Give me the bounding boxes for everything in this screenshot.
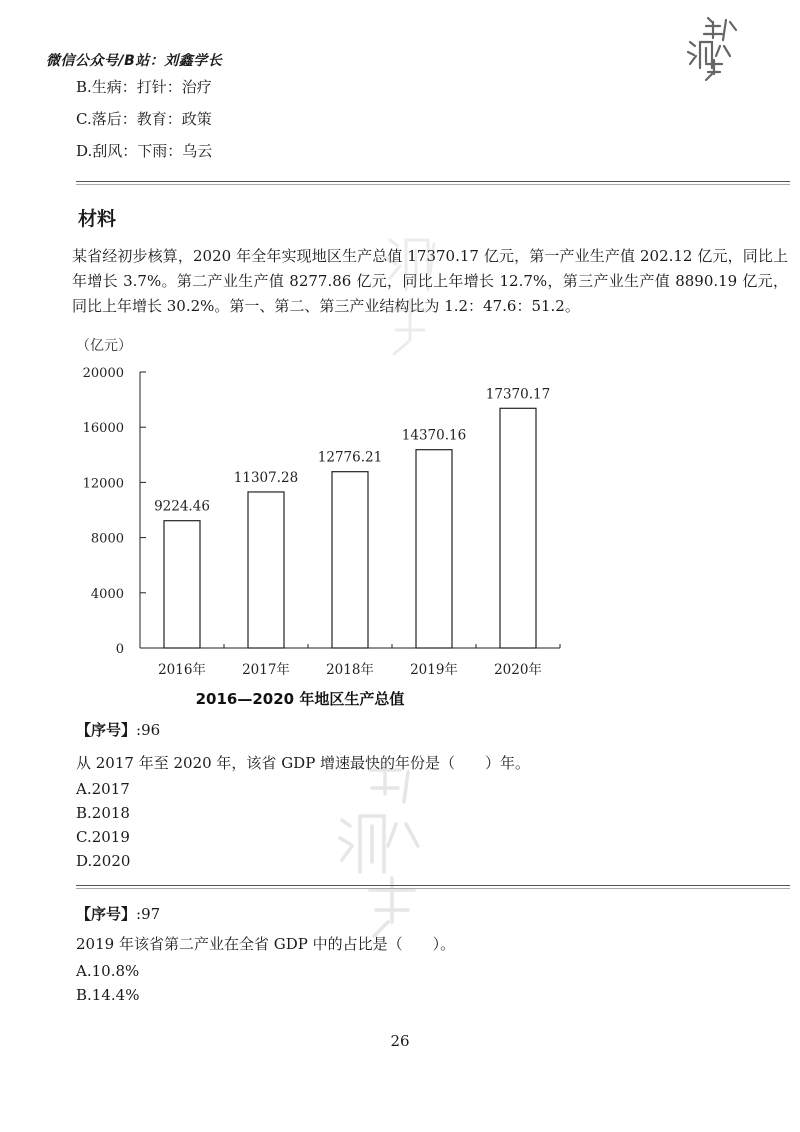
- bar-2017年: [248, 492, 284, 648]
- y-tick-label: 4000: [90, 586, 124, 602]
- x-tick-label: 2016年: [158, 662, 206, 678]
- y-axis: [83, 366, 146, 657]
- chart-title: 2016—2020 年地区生产总值: [195, 690, 405, 708]
- y-unit-label: （亿元）: [76, 338, 132, 354]
- bar-value-label: 9224.46: [154, 498, 210, 515]
- q97-text: 2019 年该省第二产业在全省 GDP 中的占比是（ ）。: [76, 935, 456, 953]
- q97-number: :97: [136, 905, 161, 923]
- prev-option-b: B.生病：打针：治疗: [76, 78, 212, 96]
- y-tick-label: 20000: [82, 366, 124, 381]
- y-tick-label: 8000: [90, 531, 124, 547]
- source-header: 微信公众号/B站：刘鑫学长: [46, 53, 223, 69]
- bar-2019年: [416, 450, 452, 648]
- watermark: [330, 760, 440, 940]
- page-number: 26: [390, 1032, 410, 1050]
- bar-2018年: [332, 472, 368, 648]
- y-tick-label: 16000: [82, 421, 124, 437]
- q97-header: [76, 903, 160, 924]
- prev-option-d: D.刮风：下雨：乌云: [76, 142, 213, 160]
- q97-option-a[interactable]: A.10.8%: [76, 962, 140, 980]
- x-tick-label: 2018年: [326, 662, 374, 678]
- divider: [76, 181, 790, 185]
- q97-label: 【序号】: [76, 905, 137, 923]
- bars: [154, 386, 550, 648]
- bar-value-label: 12776.21: [317, 449, 383, 466]
- material-paragraph: 某省经初步核算，2020 年全年实现地区生产总值 17370.17 亿元，第一产业生产值 202.12 亿元，同比上年增长 3.7%。第二产业生产值 8277.86 亿元，同比上年增长 12.7%，第三产业生产值 8890.19 亿元，同比上年增长 30.2%。第一、第二、第三产业结构比为 1.2：47.6：51.2。: [72, 247, 788, 315]
- bar-value-label: 14370.16: [401, 427, 467, 444]
- bar-value-label: 11307.28: [233, 469, 299, 486]
- q96-label: 【序号】: [76, 721, 137, 739]
- x-axis: [140, 644, 560, 678]
- material-heading: 材料: [78, 208, 117, 230]
- divider-2: [76, 885, 790, 889]
- y-tick-label: 0: [115, 642, 124, 657]
- x-tick-label: 2017年: [242, 662, 290, 678]
- q96-option-a[interactable]: A.2017: [76, 780, 130, 798]
- q96-header: [76, 719, 160, 740]
- y-tick-label: 12000: [82, 476, 124, 492]
- prev-option-c: C.落后：教育：政策: [76, 110, 212, 128]
- q96-number: :96: [136, 721, 161, 739]
- bar-2016年: [164, 521, 200, 648]
- x-tick-label: 2019年: [410, 662, 458, 678]
- q96-text: 从 2017 年至 2020 年，该省 GDP 增速最快的年份是（ ）年。: [76, 754, 531, 772]
- bar-2020年: [500, 408, 536, 648]
- gdp-chart: [60, 330, 620, 710]
- logo-seal: [668, 12, 748, 82]
- x-tick-label: 2020年: [494, 662, 542, 678]
- q96-option-c[interactable]: C.2019: [76, 828, 130, 846]
- q96-option-d[interactable]: D.2020: [76, 852, 131, 870]
- q97-option-b[interactable]: B.14.4%: [76, 986, 140, 1004]
- q96-option-b[interactable]: B.2018: [76, 804, 130, 822]
- bar-value-label: 17370.17: [485, 386, 551, 403]
